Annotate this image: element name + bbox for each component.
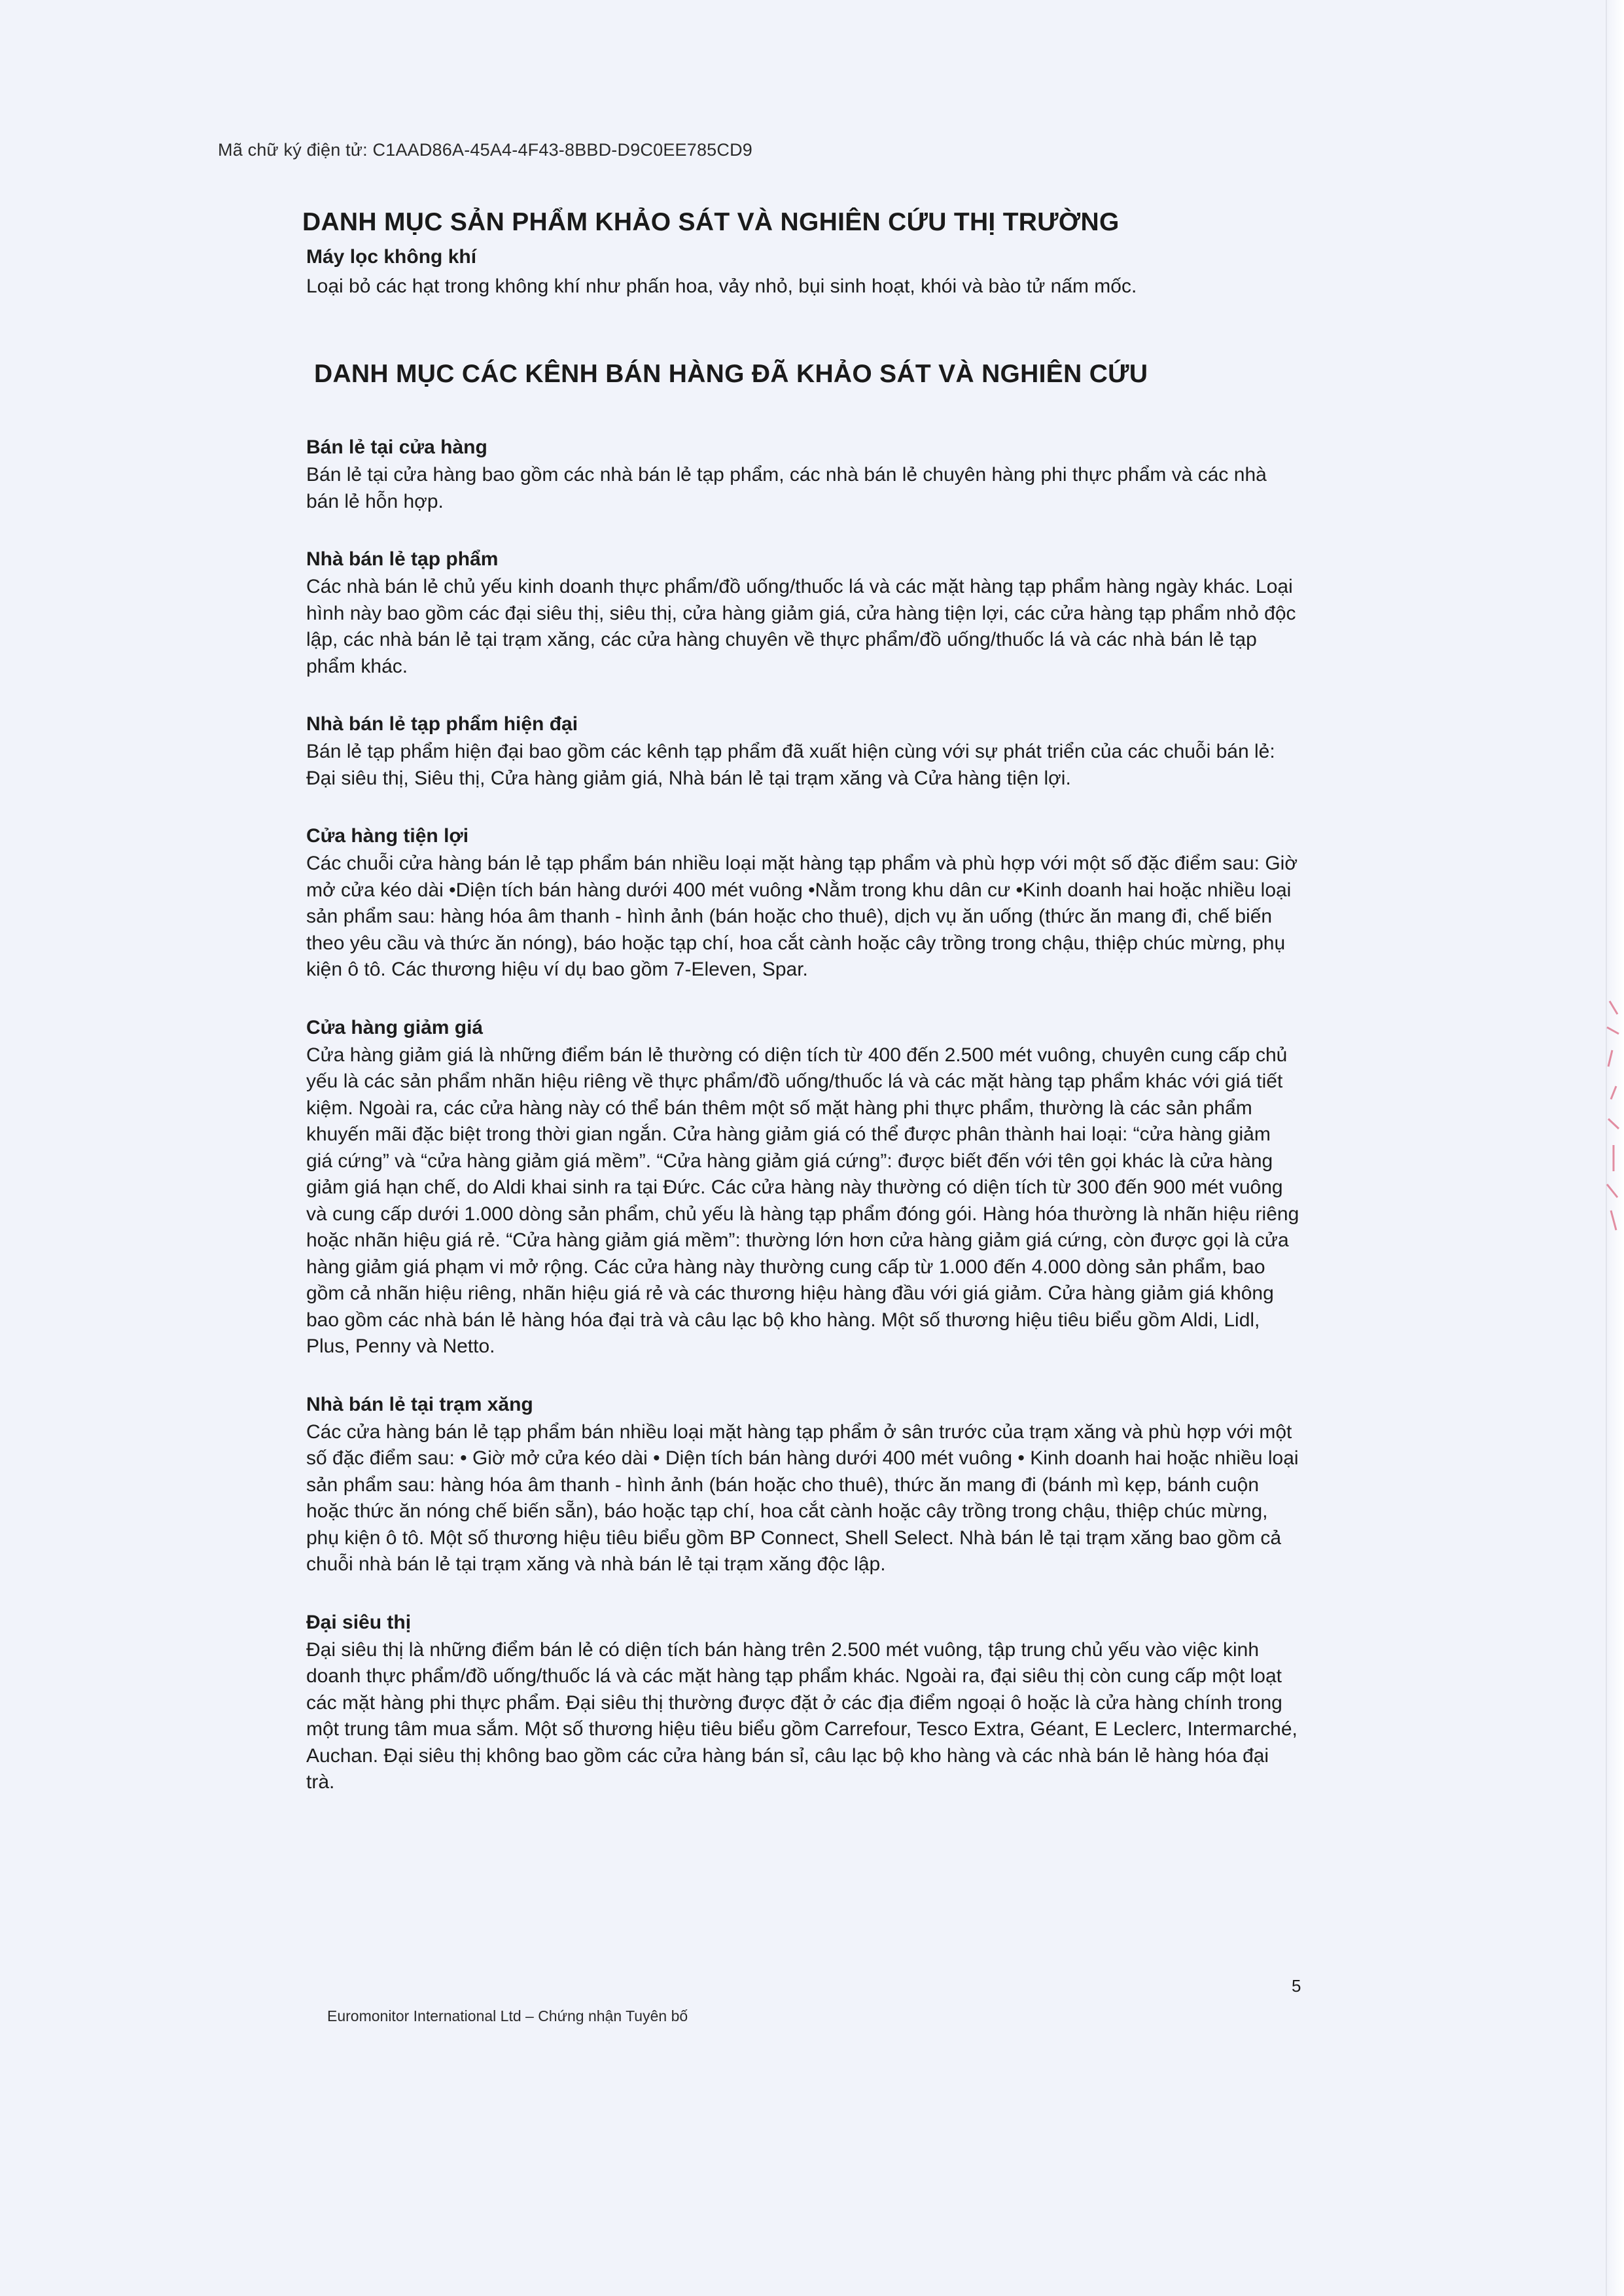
document-body: [302, 208, 1310, 1796]
section-grocery-retailers: [306, 546, 1310, 680]
footer-text: Euromonitor International Ltd – Chứng nhận Tuyên bố: [327, 2007, 688, 2024]
section-discounters: [306, 1015, 1310, 1360]
section-heading: Nhà bán lẻ tạp phẩm hiện đại: [306, 713, 578, 735]
channels-section-title: DANH MỤC CÁC KÊNH BÁN HÀNG ĐÃ KHẢO SÁT VÀ NGHIÊN CỨU: [314, 360, 1148, 388]
section-heading: Nhà bán lẻ tạp phẩm: [306, 548, 499, 570]
section-body: Các nhà bán lẻ chủ yếu kinh doanh thực phẩm/đồ uống/thuốc lá và các mặt hàng tạp phẩm hàng ngày khác. Loại hình này bao gồm các đại siêu thị, siêu thị, cửa hàng giảm giá, cửa hàng tiện lợi, các cửa hàng tạp phẩm nhỏ độc lập, các nhà bán lẻ tại trạm xăng, các cửa hàng chuyên về thực phẩm/đồ uống/thuốc lá và các nhà bán lẻ tạp phẩm khác.: [306, 576, 1296, 677]
section-forecourt-retailers: [306, 1392, 1310, 1578]
section-body: Các cửa hàng bán lẻ tạp phẩm bán nhiều loại mặt hàng tạp phẩm ở sân trước của trạm xăng và phù hợp với một số đặc điểm sau: • Giờ mở cửa kéo dài • Diện tích bán hàng dưới 400 mét vuông • Kinh doanh hai hoặc nhiều loại sản phẩm sau: hàng hóa âm thanh - hình ảnh (bán hoặc cho thuê), thức ăn mang đi (bánh mì kẹp, bánh cuộn hoặc thức ăn nóng chế biến sẵn), báo hoặc tạp chí, hoa cắt cành hoặc cây trồng trong chậu, thiệp chúc mừng, phụ kiện ô tô. Một số thương hiệu tiêu biểu gồm BP Connect, Shell Select. Nhà bán lẻ tại trạm xăng bao gồm cả chuỗi nhà bán lẻ tại trạm xăng và nhà bán lẻ tại trạm xăng độc lập.: [306, 1421, 1299, 1575]
section-hypermarkets: [306, 1610, 1310, 1796]
product-description: Loại bỏ các hạt trong không khí như phấn hoa, vảy nhỏ, bụi sinh hoạt, khói và bào tử nấm mốc.: [306, 275, 1137, 297]
product-name: Máy lọc không khí: [306, 246, 477, 268]
section-body: Bán lẻ tại cửa hàng bao gồm các nhà bán lẻ tạp phẩm, các nhà bán lẻ chuyên hàng phi thực phẩm và các nhà bán lẻ hỗn hợp.: [306, 464, 1267, 512]
section-convenience-stores: [306, 823, 1310, 983]
product-section-title: DANH MỤC SẢN PHẨM KHẢO SÁT VÀ NGHIÊN CỨU THỊ TRƯỜNG: [302, 208, 1120, 236]
section-heading: Bán lẻ tại cửa hàng: [306, 436, 487, 458]
signature-code: Mã chữ ký điện tử: C1AAD86A-45A4-4F43-8BBD-D9C0EE785CD9: [218, 140, 753, 160]
section-heading: Cửa hàng tiện lợi: [306, 825, 469, 847]
section-heading: Đại siêu thị: [306, 1611, 412, 1633]
section-body: Cửa hàng giảm giá là những điểm bán lẻ thường có diện tích từ 400 đến 2.500 mét vuông, chuyên cung cấp chủ yếu là các sản phẩm nhãn hiệu riêng về thực phẩm/đồ uống/thuốc lá và các mặt hàng tạp phẩm khác với giá tiết kiệm. Ngoài ra, các cửa hàng này có thể bán thêm một số mặt hàng phi thực phẩm, thường là các sản phẩm khuyến mãi đặc biệt trong thời gian ngắn. Cửa hàng giảm giá có thể được phân thành hai loại: “cửa hàng giảm giá cứng” và “cửa hàng giảm giá mềm”. “Cửa hàng giảm giá cứng”: được biết đến với tên gọi khác là cửa hàng giảm giá hạn chế, do Aldi khai sinh ra tại Đức. Các cửa hàng này thường có diện tích từ 300 đến 900 mét vuông và cung cấp dưới 1.000 dòng sản phẩm, chủ yếu là hàng tạp phẩm đóng gói. Hàng hóa thường là nhãn hiệu riêng hoặc nhãn hiệu giá rẻ. “Cửa hàng giảm giá mềm”: thường lớn hơn cửa hàng giảm giá cứng, còn được gọi là cửa hàng giảm giá phạm vi mở rộng. Các cửa hàng này thường cung cấp từ 1.000 đến 4.000 dòng sản phẩm, bao gồm cả nhãn hiệu riêng, nhãn hiệu giá rẻ và các thương hiệu hàng đầu với giá giảm. Cửa hàng giảm giá không bao gồm các nhà bán lẻ hàng hóa đại trà và câu lạc bộ kho hàng. Một số thương hiệu tiêu biểu gồm Aldi, Lidl, Plus, Penny và Netto.: [306, 1044, 1299, 1357]
section-heading: Cửa hàng giảm giá: [306, 1016, 484, 1038]
section-modern-grocery: [306, 711, 1310, 792]
section-body: Bán lẻ tạp phẩm hiện đại bao gồm các kênh tạp phẩm đã xuất hiện cùng với sự phát triển của các chuỗi bán lẻ: Đại siêu thị, Siêu thị, Cửa hàng giảm giá, Nhà bán lẻ tại trạm xăng và Cửa hàng tiện lợi.: [306, 741, 1275, 789]
section-body: Đại siêu thị là những điểm bán lẻ có diện tích bán hàng trên 2.500 mét vuông, tập trung chủ yếu vào việc kinh doanh thực phẩm/đồ uống/thuốc lá và các mặt hàng tạp phẩm khác. Ngoài ra, đại siêu thị còn cung cấp một loạt các mặt hàng phi thực phẩm. Đại siêu thị thường được đặt ở các địa điểm ngoại ô hoặc là cửa hàng chính trong một trung tâm mua sắm. Một số thương hiệu tiêu biểu gồm Carrefour, Tesco Extra, Géant, E Leclerc, Intermarché, Auchan. Đại siêu thị không bao gồm các cửa hàng bán sỉ, câu lạc bộ kho hàng và các nhà bán lẻ hàng hóa đại trà.: [306, 1638, 1297, 1793]
section-retail-store: [306, 434, 1310, 515]
section-body: Các chuỗi cửa hàng bán lẻ tạp phẩm bán nhiều loại mặt hàng tạp phẩm và phù hợp với một số đặc điểm sau: Giờ mở cửa kéo dài •Diện tích bán hàng dưới 400 mét vuông •Nằm trong khu dân cư •Kinh doanh hai hoặc nhiều loại sản phẩm sau: hàng hóa âm thanh - hình ảnh (bán hoặc cho thuê), dịch vụ ăn uống (thức ăn mang đi, chế biến theo yêu cầu và thức ăn nóng), báo hoặc tạp chí, hoa cắt cành hoặc cây trồng trong chậu, thiệp chúc mừng, phụ kiện ô tô. Các thương hiệu ví dụ bao gồm 7-Eleven, Spar.: [306, 853, 1297, 980]
stamp-ink-mark: [1603, 988, 1623, 1237]
section-heading: Nhà bán lẻ tại trạm xăng: [306, 1393, 533, 1415]
page-number: 5: [1292, 1976, 1301, 1996]
